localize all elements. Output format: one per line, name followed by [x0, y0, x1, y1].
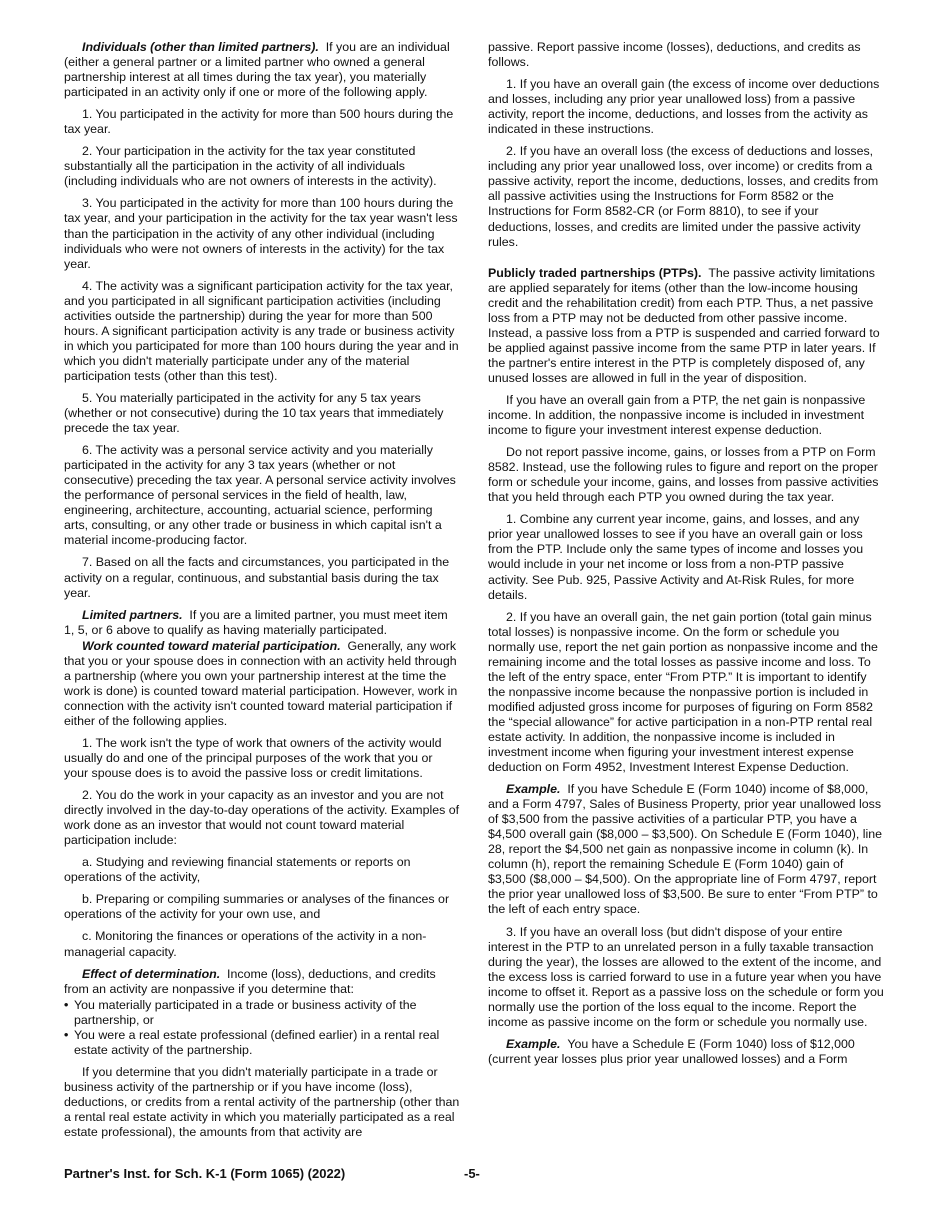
bullet-item-1: [64, 998, 460, 1028]
paragraph-do-not-report: Do not report passive income, gains, or losses from a PTP on Form 8582. Instead, use the following rules to figure and report on the proper form or schedule your income, gains, and losses from passive activities that you held through each PTP you owned during the tax year.: [488, 445, 879, 505]
paragraph-example-2: [488, 1037, 884, 1067]
heading-effect: Effect of determination.: [82, 966, 221, 981]
paragraph-passive-report: passive. Report passive income (losses), deductions, and credits as follows.: [488, 40, 861, 70]
bullet-text-2: You were a real estate professional (defined earlier) in a rental real estate activity of the partnership.: [74, 1027, 440, 1057]
passive-rule-1: 1. If you have an overall gain (the excess of income over deductions and losses, including any prior year unallowed loss) from a passive activity, report the income, deductions, and losses from the activity as indicated in these instructions.: [488, 77, 880, 137]
test-1: 1. You participated in the activity for more than 500 hours during the tax year.: [64, 107, 454, 137]
paragraph-overall-gain: If you have an overall gain from a PTP, the net gain is nonpassive income. In addition, the nonpassive income is included in investment income to figure your investment interest expense deduction.: [488, 392, 866, 438]
heading-example-1: Example.: [506, 782, 561, 797]
work-item-c: c. Monitoring the finances or operations of the activity in a non-managerial capacity.: [64, 929, 427, 959]
text-work-counted: Generally, any work that you or your spouse does in connection with an activity held through a partnership (where you own your partnership interest at the time the work is done) is counted toward material participation. However, work in connection with the activity isn't counted toward material participation if either of the following applies.: [64, 638, 458, 728]
ptp-rule-3: 3. If you have an overall loss (but didn't dispose of your entire interest in the PTP to an unrelated person in a fully taxable transaction during the year), the losses are allowed to the extent of the income, and the excess loss is carried forward to use in a future year when you have income to offset it. Report as a passive loss on the schedule or form you normally use the portion of the loss equal to the income. Report the income as passive income on the form or schedule you normally use.: [488, 924, 884, 1029]
heading-example-2: Example.: [506, 1036, 561, 1051]
bullet-item-2: [64, 1028, 460, 1058]
page-footer: [64, 1166, 884, 1186]
test-7: 7. Based on all the facts and circumstances, you participated in the activity on a regular, continuous, and substantial basis during the tax year.: [64, 555, 450, 600]
work-item-1: 1. The work isn't the type of work that owners of the activity would usually do and one of the principal purposes of the work that you or your spouse does is to avoid the passive loss or credit limitations.: [64, 735, 442, 781]
paragraph-ptp: [488, 266, 884, 386]
paragraph-limited-partners: [64, 608, 460, 638]
bullet-icon: •: [64, 1027, 69, 1042]
passive-rule-2: 2. If you have an overall loss (the excess of deductions and losses, including any prior year unallowed loss, over income) or credits from a passive activity, report the income, deductions, losses, and credits from all passive activities using the Instructions for Form 8582 or the Instructions for Form 8582-CR (or Form 8810), to see if your deductions, losses, and credits are limited under the passive activity rules.: [488, 144, 879, 249]
paragraph-not-materially: If you determine that you didn't materially participate in a trade or business activity of the partnership or if you have income (loss), deductions, or credits from a rental activity of the partnership (other than a rental real estate activity in which you materially participated as a real estate professional), the amounts from that activity are: [64, 1064, 460, 1140]
text-effect: Income (loss), deductions, and credits from an activity are nonpassive if you determine that:: [64, 966, 436, 996]
heading-work-counted: Work counted toward material participation.: [82, 638, 341, 653]
right-column: [488, 40, 884, 1074]
text-ptp: The passive activity limitations are applied separately for items (other than the low-income housing credit and the rehabilitation credit) from each PTP. Thus, a net passive loss from a PTP may not be deducted from other passive income. Instead, a passive loss from a PTP is suspended and carried forward to be applied against passive income from the same PTP in later years. If the partner's entire interest in the PTP is completely disposed of, any unused losses are allowed in full in the year of disposition.: [488, 265, 880, 385]
work-item-a: a. Studying and reviewing financial statements or reports on operations of the activity,: [64, 855, 411, 885]
paragraph-effect: [64, 967, 460, 997]
paragraph-work-counted: [64, 639, 460, 729]
test-5: 5. You materially participated in the activity for any 5 tax years (whether or not consecutive) during the 10 tax years that immediately precede the tax year.: [64, 390, 444, 436]
bullet-icon: •: [64, 997, 69, 1012]
bullet-text-1: You materially participated in a trade or business activity of the partnership, or: [74, 997, 417, 1027]
text-example-1: If you have Schedule E (Form 1040) income of $8,000, and a Form 4797, Sales of Business Property, prior year unallowed loss of $3,500 from the passive activities of a particular PTP, you have a $4,500 overall gain ($8,000 – $3,500). On Schedule E (Form 1040), line 28, report the $4,500 net gain as nonpassive income in column (k). In column (h), report the remaining Schedule E (Form 1040) gain of $3,500 ($8,000 – $4,500). On the appropriate line of Form 4797, report the prior year unallowed loss of $3,500. Be sure to enter “From PTP” to the left of each entry space.: [488, 782, 882, 917]
text-individuals: If you are an individual (either a general partner or a limited partner who owned a general partnership interest at all times during the tax year), you materially participated in an activity only if one or more of the following apply.: [64, 40, 450, 100]
work-item-b: b. Preparing or compiling summaries or analyses of the finances or operations of the activity for your own use, and: [64, 892, 450, 922]
ptp-rule-1: 1. Combine any current year income, gains, and losses, and any prior year unallowed losses to see if you have an overall gain or loss from the PTP. Include only the same types of income and losses you would include in your net income or loss from a non-PTP passive activity. See Pub. 925, Passive Activity and At-Risk Rules, for more details.: [488, 512, 864, 602]
footer-title: Partner's Inst. for Sch. K-1 (Form 1065) (2022): [64, 1166, 346, 1181]
left-column: [64, 40, 460, 1147]
test-6: 6. The activity was a personal service activity and you materially participated in the activity for any 3 tax years (whether or not consecutive) preceding the tax year. A personal service activity involves the performance of personal services in the field of health, law, engineering, architecture, accounting, actuarial science, performing arts, consulting, or any other trade or business in which capital isn't a material income-producing factor.: [64, 443, 456, 548]
ptp-rule-2: 2. If you have an overall gain, the net gain portion (total gain minus total losses) is nonpassive income. On the form or schedule you normally use, report the net gain portion as nonpassive income and the remaining income and the total losses as passive income and loss. To the left of the entry space, enter “From PTP.” It is important to identify the nonpassive income because the nonpassive portion is included in modified adjusted gross income for purposes of figuring on Form 8582 the “special allowance” for active participation in a non-PTP rental real estate activity. In addition, the nonpassive income is included in investment income when figuring your investment interest expense deduction on Form 4952, Investment Interest Expense Deduction.: [488, 609, 878, 775]
heading-limited-partners: Limited partners.: [82, 607, 183, 622]
test-3: 3. You participated in the activity for more than 100 hours during the tax year, and your participation in the activity for the tax year wasn't less than the participation in the activity of any other individual (including individuals who were not owners of interests in the activity) for the tax year.: [64, 196, 458, 271]
test-4: 4. The activity was a significant participation activity for the tax year, and you participated in all significant participation activities (including activities outside the partnership) during the year for more than 500 hours. A significant participation activity is any trade or business activity in which you participated for more than 100 hours during the year and in which you didn't materially participate under any of the material participation tests (other than this test).: [64, 278, 459, 383]
paragraph-example-1: [488, 782, 884, 917]
text-limited-partners: If you are a limited partner, you must meet item 1, 5, or 6 above to qualify as having materially participated.: [64, 607, 448, 637]
paragraph-individuals: [64, 40, 460, 100]
text-example-2: You have a Schedule E (Form 1040) loss of $12,000 (current year losses plus prior year unallowed losses) and a Form: [488, 1036, 855, 1066]
heading-ptp: Publicly traded partnerships (PTPs).: [488, 265, 702, 280]
heading-individuals: Individuals (other than limited partners).: [82, 40, 319, 54]
page-number: -5-: [464, 1166, 480, 1181]
test-2: 2. Your participation in the activity for the tax year constituted substantially all the participation in the activity of all individuals (including individuals who are not owners of interests in the activity).: [64, 144, 437, 189]
work-item-2: 2. You do the work in your capacity as an investor and you are not directly involved in the day-to-day operations of the activity. Examples of work done as an investor that would not count toward material participation include:: [64, 788, 460, 848]
